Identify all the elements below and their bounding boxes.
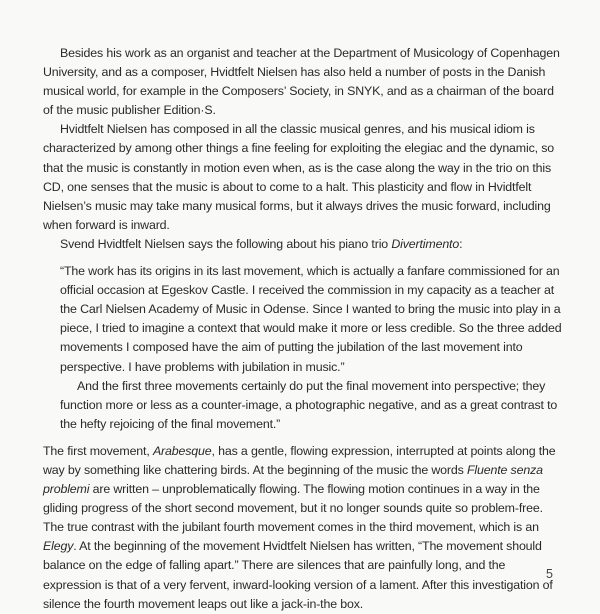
paragraph-musical-idiom: Hvidtfelt Nielsen has composed in all the classic musical genres, and his musical idiom is characterized by among other things a fine feeling for exploiting the elegiac and the dynamic, so that the music is constantly in motion even when, as is the case along the way in the trio on this CD, one senses that the music is about to come to a halt. This plasticity and flow in Hvidtfelt Nielsen’s music may take many musical forms, but it always drives the music forward, including when forward is inward. [43, 122, 554, 232]
block-quote [60, 262, 563, 434]
quote-intro-colon: : [459, 236, 463, 251]
paragraph-quote-intro [43, 235, 563, 254]
title-fluente-senza-problemi: Fluente senza problemi [43, 462, 543, 497]
work-title-divertimento: Divertimento [391, 236, 460, 251]
title-elegy: Elegy [43, 539, 74, 554]
paragraph-movements [43, 442, 563, 614]
movements-text-a: The first movement, [43, 443, 153, 458]
page-number: 5 [546, 567, 553, 581]
movements-text-b: , has a gentle, flowing expression, interrupted at points along the way by something like chattering birds. At the beginning of the music the words [43, 443, 556, 477]
paragraph-biography: Besides his work as an organist and teacher at the Department of Musicology of Copenhagen University, and as a composer, Hvidtfelt Nielsen has also held a number of posts in the Danish musical world, for example in the Composers’ Society, in SNYK, and as a chairman of the board of the music publisher Edition·S. [43, 46, 560, 118]
quote-intro-text: Svend Hvidtfelt Nielsen says the following about his piano trio [60, 236, 392, 251]
movements-text-c: are written – unproblematically flowing. The flowing motion continues in a way in the gliding progress of the short second movement, but it no longer sounds quite so problem-free. The true contrast with the jubilant fourth movement comes in the third movement, which is an [43, 482, 543, 535]
movements-text-d: . At the beginning of the movement Hvidtfelt Nielsen has written, “The movement should balance on the edge of falling apart.” There are silences that are painfully long, and the expression is that of a very fervent, inward-looking version of a lament. After this investigation of silence the fourth movement leaps out like a jack-in-the box. [43, 539, 553, 611]
page-body [43, 44, 563, 614]
quote-paragraph-1: “The work has its origins in its last movement, which is actually a fanfare commissioned for an official occasion at Egeskov Castle. I received the commission in my capacity as a teacher at the Carl Nielsen Academy of Music in Odense. Since I wanted to bring the music into play in a piece, I tried to imagine a context that would make it more or less credible. So the three added movements I composed have the aim of putting the jubilation of the last movement into perspective. I have problems with jubilation in music.” [60, 264, 562, 374]
quote-paragraph-2: And the first three movements certainly do put the final movement into perspective; they function more or less as a counter-image, a photographic negative, and as a great contrast to the hefty rejoicing of the final movement.” [60, 378, 558, 431]
title-arabesque: Arabesque [152, 443, 212, 458]
